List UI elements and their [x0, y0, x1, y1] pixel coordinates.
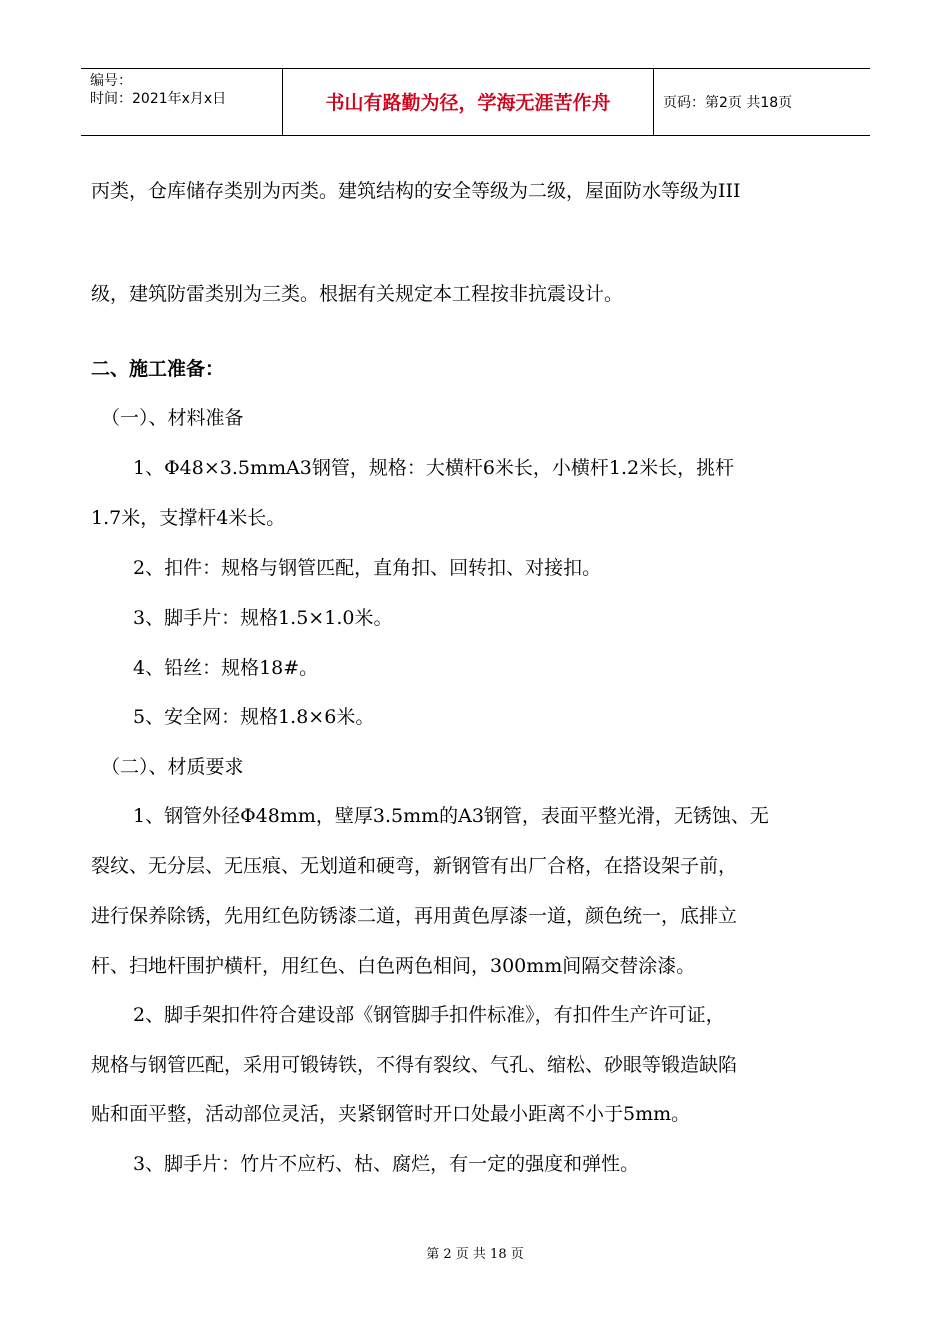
list-item-continuation: 1.7米，支撑杆4米长。 — [91, 507, 286, 529]
header-page-cell — [654, 69, 870, 135]
section-heading: 二、施工准备： — [91, 358, 225, 380]
header-page-info: 页码：第2页 共18页 — [663, 95, 793, 111]
header-meta-cell — [81, 69, 282, 135]
document-number-label: 编号： — [90, 73, 132, 89]
list-item-continuation: 进行保养除锈，先用红色防锈漆二道，再用黄色厚漆一道，颜色统一，底排立 — [91, 905, 738, 927]
paragraph-line: 丙类，仓库储存类别为丙类。建筑结构的安全等级为二级，屋面防水等级为III — [91, 180, 741, 202]
list-item: 2、脚手架扣件符合建设部《钢管脚手扣件标准》，有扣件生产许可证， — [133, 1004, 725, 1026]
list-item-continuation: 规格与钢管匹配，采用可锻铸铁，不得有裂纹、气孔、缩松、砂眼等锻造缺陷 — [91, 1054, 738, 1076]
page-header — [81, 68, 870, 136]
list-item-continuation: 贴和面平整，活动部位灵活，夹紧钢管时开口处最小距离不小于5mm。 — [91, 1103, 691, 1125]
list-item: 3、脚手片：竹片不应朽、枯、腐烂，有一定的强度和弹性。 — [133, 1153, 640, 1175]
list-item-continuation: 杆、扫地杆围护横杆，用红色、白色两色相间，300mm间隔交替涂漆。 — [91, 955, 696, 977]
list-item: 3、脚手片：规格1.5×1.0米。 — [133, 607, 393, 629]
list-item-continuation: 裂纹、无分层、无压痕、无划道和硬弯，新钢管有出厂合格，在搭设架子前， — [91, 855, 738, 877]
list-item: 1、钢管外径Φ48mm，壁厚3.5mm的A3钢管，表面平整光滑，无锈蚀、无 — [133, 805, 769, 827]
list-item: 2、扣件：规格与钢管匹配，直角扣、回转扣、对接扣。 — [133, 557, 602, 579]
list-item: 1、Φ48×3.5mmA3钢管，规格：大横杆6米长，小横杆1.2米长，挑杆 — [133, 457, 735, 479]
list-item: 5、安全网：规格1.8×6米。 — [133, 706, 375, 728]
header-motto-cell — [282, 69, 654, 135]
list-item: 4、铅丝：规格18#。 — [133, 657, 319, 679]
subsection-heading: （二）、材质要求 — [101, 756, 244, 778]
document-date: 时间：2021年x月x日 — [90, 91, 227, 107]
page-footer: 第 2 页 共 18 页 — [426, 1247, 524, 1262]
header-motto: 书山有路勤为径，学海无涯苦作舟 — [325, 92, 611, 114]
paragraph-line: 级，建筑防雷类别为三类。根据有关规定本工程按非抗震设计。 — [91, 283, 624, 305]
subsection-heading: （一）、材料准备 — [101, 407, 244, 429]
